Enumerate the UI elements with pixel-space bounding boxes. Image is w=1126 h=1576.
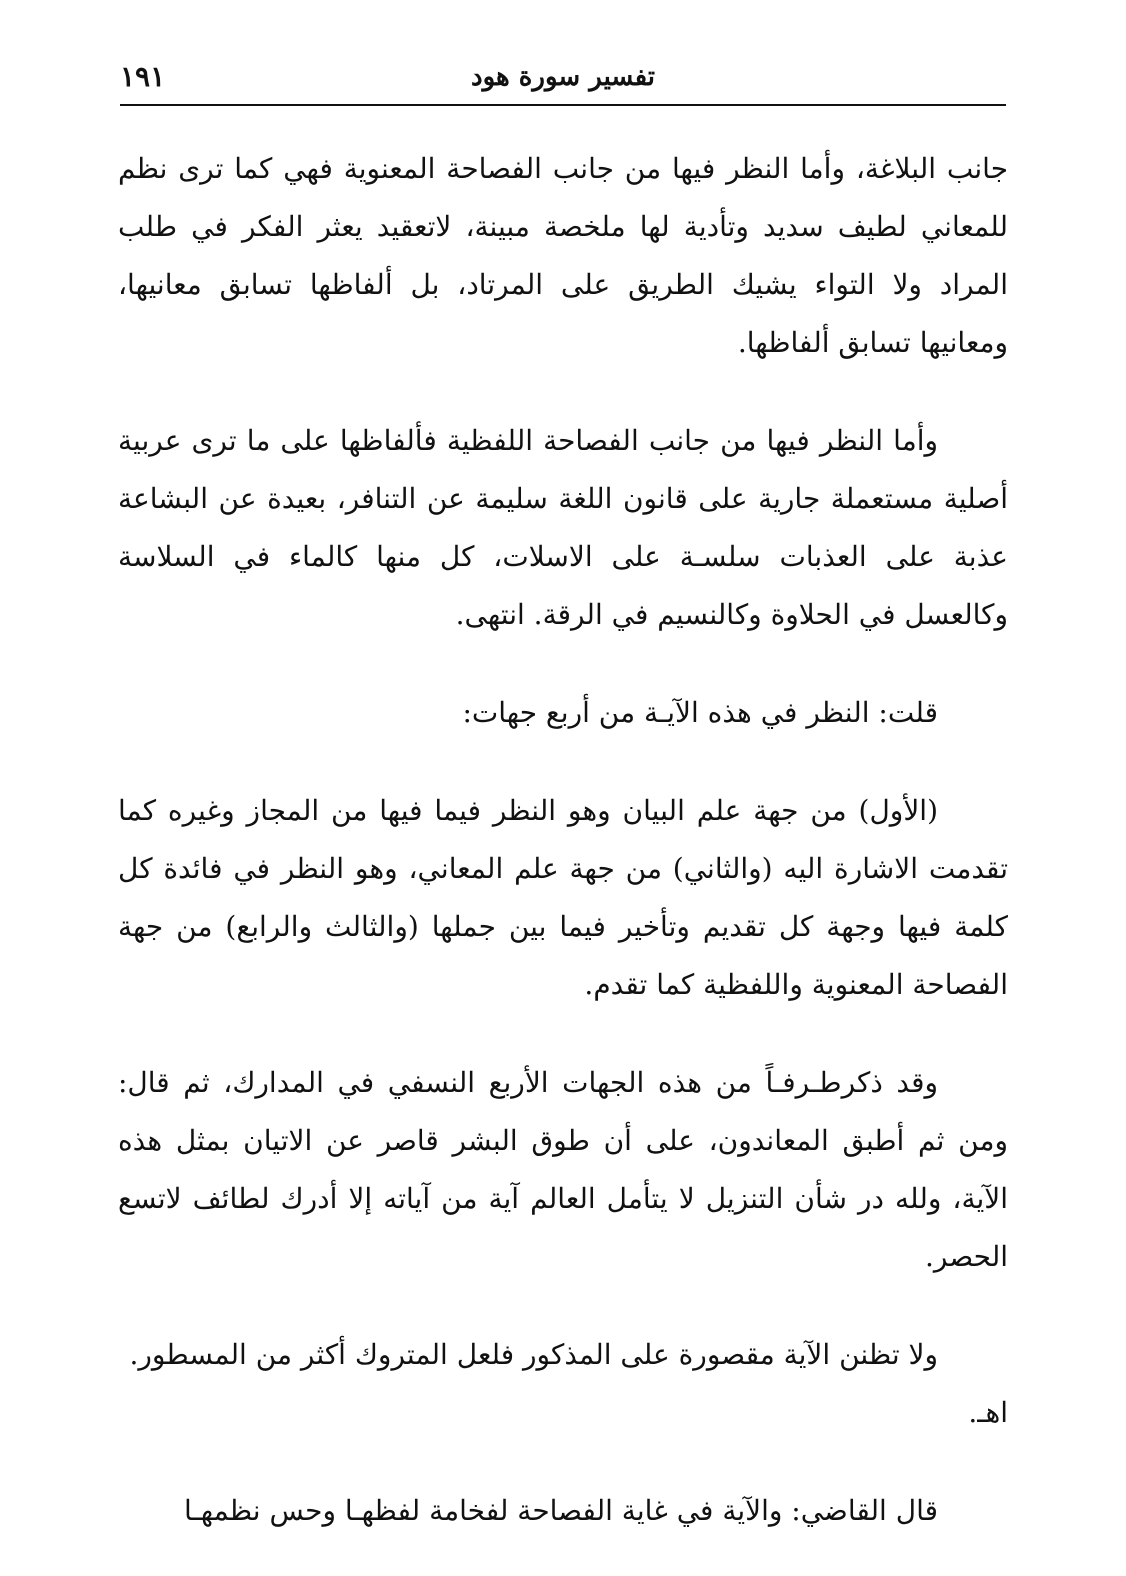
- paragraph: قال القاضي: والآية في غاية الفصاحة لفخامة لفظهـا وحس نظمهـا: [183, 1494, 938, 1527]
- header-rule: [120, 104, 1006, 106]
- paragraph: جانب البلاغة، وأما النظر فيها من جانب الفصاحة المعنوية فهي كما ترى نظم للمعاني لطيف سديد وتأدية لها ملخصة مبينة، لاتعقيد يعثر الفكر في طلب المراد ولا التواء يشيك الطريق على المرتاد، بل ألفاظها تسابق معانيها، ومعانيها تسابق ألفاظها.: [118, 152, 1008, 359]
- paragraph: ولا تظنن الآية مقصورة على المذكور فلعل المتروك أكثر من المسطور.: [129, 1338, 938, 1371]
- page-number: ١٩١: [120, 60, 166, 93]
- running-header: [120, 56, 1006, 106]
- paragraph: وأما النظر فيها من جانب الفصاحة اللفظية فألفاظها على ما ترى عربية أصلية مستعملة جارية على قانون اللغة سليمة عن التنافر، بعيدة عن البشاعة عذبة على العذبات سلسـة على الاسلات، كل منها كالماء في السلاسة وكالعسل في الحلاوة وكالنسيم في الرقة. انتهى.: [118, 424, 1008, 631]
- body-text: [118, 140, 1008, 1540]
- header-title: تفسير سورة هود: [471, 62, 655, 92]
- paragraph: قلت: النظر في هذه الآيـة من أربع جهات:: [462, 696, 938, 729]
- paragraph: وقد ذكرطـرفـاً من هذه الجهات الأربع النسفي في المدارك، ثم قال: ومن ثم أطبق المعاندون، على أن طوق البشر قاصر عن الاتيان بمثل هذه الآية، ولله در شأن التنزيل لا يتأمل العالم آية من آياته إلا أدرك لطائف لاتسع الحصر.: [118, 1066, 1008, 1273]
- paragraph: اهـ.: [968, 1396, 1008, 1429]
- paragraph: (الأول) من جهة علم البيان وهو النظر فيما فيها من المجاز وغيره كما تقدمت الاشارة اليه (والثاني) من جهة علم المعاني، وهو النظر في فائدة كل كلمة فيها وجهة كل تقديم وتأخير فيما بين جملها (والثالث والرابع) من جهة الفصاحة المعنوية واللفظية كما تقدم.: [118, 794, 1008, 1001]
